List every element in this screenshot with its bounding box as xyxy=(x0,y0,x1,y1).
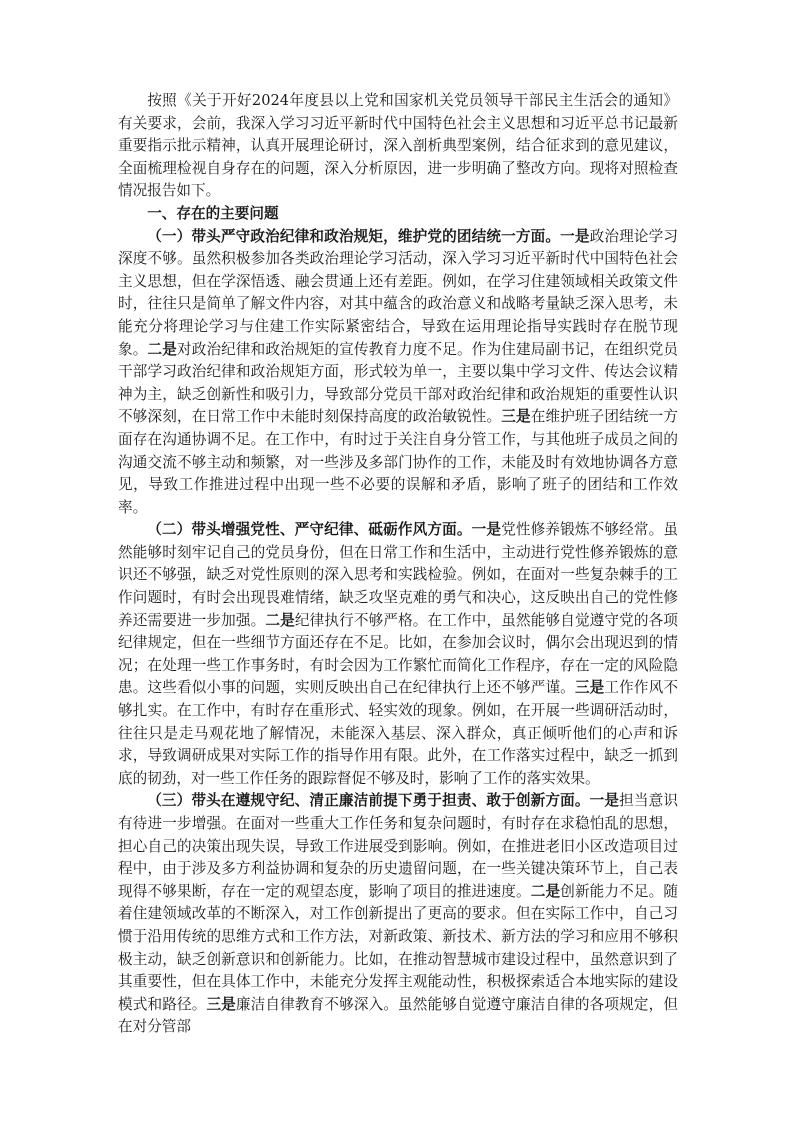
problem-paragraph-3 xyxy=(118,790,678,1039)
document-page xyxy=(118,90,678,1039)
point-marker: 三是 xyxy=(206,995,236,1013)
section-heading-main-problems: 一、存在的主要问题 xyxy=(147,204,279,222)
point-text: 创新能力不足。随着住建领域改革的不断深入，对工作创新提出了更高的要求。但在实际工作中，自己习惯于沿用传统的思维方式和工作方法，对新政策、新技术、新方法的学习和应用不够积极主动，缺乏创新意识和创新能力。比如，在推动智慧城市建设过程中，虽然意识到了其重要性，但在具体工作中，未能充分发挥主观能动性，积极探索适合本地实际的建设模式和路径。 xyxy=(118,882,678,1013)
point-marker: 二是 xyxy=(530,882,561,900)
problem-paragraph-1 xyxy=(118,226,678,520)
point-text: 担当意识有待进一步增强。在面对一些重大工作任务和复杂问题时，有时存在求稳怕乱的思想，担心自己的决策出现失误，导致工作进展受到影响。例如，在推进老旧小区改造项目过程中，由于涉及多方利益协调和复杂的历史遗留问题，在一些关键决策环节上，自己表现得不够果断，存在一定的观望态度，影响了项目的推进速度。 xyxy=(118,792,678,900)
point-text: 纪律执行不够严格。在工作中，虽然能够自觉遵守党的各项纪律规定，但在一些细节方面还存在不足。比如，在参加会议时，偶尔会出现迟到的情况；在处理一些工作事务时，有时会因为工作繁忙而简化工作程序，存在一定的风险隐患。这些看似小事的问题，实则反映出自己在纪律执行上还不够严谨。 xyxy=(118,611,678,697)
point-marker: 一是 xyxy=(589,792,620,810)
paragraph-heading: （三）带头在遵规守纪、清正廉洁前提下勇于担责、敢于创新方面。 xyxy=(147,792,590,810)
point-text: 在维护班子团结统一方面存在沟通协调不足。在工作中，有时过于关注自身分管工作，与其他班子成员之间的沟通交流不够主动和频繁，对一些涉及多部门协作的工作，未能及时有效地协调各方意见，导致工作推进过程中出现一些不必要的误解和矛盾，影响了班子的团结和工作效率。 xyxy=(118,408,678,516)
intro-paragraph: 按照《关于开好2024年度县以上党和国家机关党员领导干部民主生活会的通知》有关要求，会前，我深入学习习近平新时代中国特色社会主义思想和习近平总书记最新重要指示批示精神，认真开展理论研讨，深入剖析典型案例，结合征求到的意见建议，全面梳理检视自身存在的问题，深入分析原因，进一步明确了整改方向。现将对照检查情况报告如下。 xyxy=(118,92,678,200)
point-marker: 一是 xyxy=(560,227,590,245)
paragraph-heading: （一）带头严守政治纪律和政治规矩，维护党的团结统一方面。 xyxy=(147,227,561,245)
problem-paragraph-2 xyxy=(118,519,678,790)
point-text: 廉洁自律教育不够深入。虽然能够自觉遵守廉洁自律的各项规定，但在对分管部 xyxy=(118,995,678,1036)
paragraph-heading: （二）带头增强党性、严守纪律、砥砺作风方面。 xyxy=(147,521,472,539)
point-marker: 二是 xyxy=(265,611,295,629)
point-text: 政治理论学习深度不够。虽然积极参加各类政治理论学习活动，深入学习习近平新时代中国特色社会主义思想，但在学深悟透、融会贯通上还有差距。例如，在学习住建领域相关政策文件时，往往只是简单了解文件内容，对其中蕴含的政治意义和战略考量缺乏深入思考，未能充分将理论学习与住建工作实际紧密结合，导致在运用理论指导实践时存在脱节现象。 xyxy=(118,227,678,358)
point-marker: 三是 xyxy=(501,408,531,426)
point-marker: 三是 xyxy=(574,679,605,697)
point-marker: 一是 xyxy=(471,521,502,539)
point-marker: 二是 xyxy=(147,340,177,358)
point-text: 对政治纪律和政治规矩的宣传教育力度不足。作为住建局副书记，在组织党员干部学习政治纪律和政治规矩方面，形式较为单一，主要以集中学习文件、传达会议精神为主，缺乏创新性和吸引力，导致部分党员干部对政治纪律和政治规矩的重要性认识不够深刻，在日常工作中未能时刻保持高度的政治敏锐性。 xyxy=(118,340,678,426)
point-text: 党性修养锻炼不够经常。虽然能够时刻牢记自己的党员身份，但在日常工作和生活中，主动进行党性修养锻炼的意识还不够强，缺乏对党性原则的深入思考和实践检验。例如，在面对一些复杂棘手的工作问题时，有时会出现畏难情绪，缺乏攻坚克难的勇气和决心，这反映出自己的党性修养还需要进一步加强。 xyxy=(118,521,678,629)
point-text: 工作作风不够扎实。在工作中，有时存在重形式、轻实效的现象。例如，在开展一些调研活动时，往往只是走马观花地了解情况，未能深入基层、深入群众，真正倾听他们的心声和诉求，导致调研成果对实际工作的指导作用有限。此外，在工作落实过程中，缺乏一抓到底的韧劲，对一些工作任务的跟踪督促不够及时，影响了工作的落实效果。 xyxy=(118,679,678,787)
